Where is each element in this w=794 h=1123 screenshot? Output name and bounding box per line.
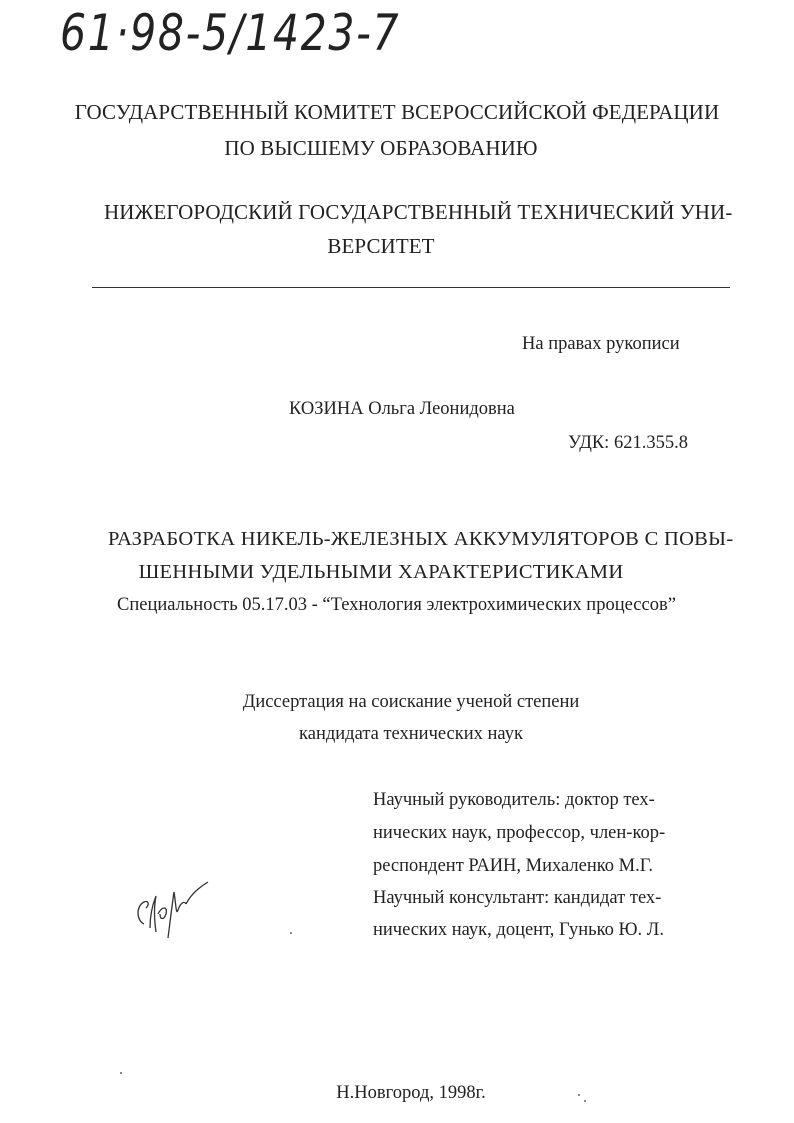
place-year: Н.Новгород, 1998г.: [336, 1083, 486, 1103]
author-signature: [130, 862, 216, 948]
author-name: КОЗИНА Ольга Леонидовна: [289, 399, 515, 419]
manuscript-rights: На правах рукописи: [522, 334, 680, 354]
advisor-line-3: респондент РАИН, Михаленко М.Г.: [373, 856, 653, 876]
dissertation-line-2: кандидата технических наук: [299, 724, 523, 744]
advisor-line-5: нических наук, доцент, Гунько Ю. Л.: [373, 920, 664, 940]
title-line-1: РАЗРАБОТКА НИКЕЛЬ-ЖЕЛЕЗНЫХ АККУМУЛЯТОРОВ С ПОВЫ-: [108, 528, 734, 550]
udc-code: УДК: 621.355.8: [568, 433, 688, 453]
archive-number: 61·98-5/1423-7: [60, 4, 401, 62]
scan-speck: [120, 1072, 122, 1074]
title-line-2: ШЕННЫМИ УДЕЛЬНЫМИ ХАРАКТЕРИСТИКАМИ: [138, 561, 624, 583]
advisor-line-2: нических наук, профессор, член-кор-: [373, 823, 666, 843]
university-line-1: НИЖЕГОРОДСКИЙ ГОСУДАРСТВЕННЫЙ ТЕХНИЧЕСКИЙ УНИ-: [104, 200, 733, 224]
scan-speck: [584, 1100, 586, 1102]
advisor-line-4: Научный консультант: кандидат тех-: [373, 888, 662, 908]
header-divider: [92, 287, 730, 288]
advisor-line-1: Научный руководитель: доктор тех-: [373, 790, 655, 810]
scan-speck: [578, 1094, 580, 1096]
university-line-2: ВЕРСИТЕТ: [327, 234, 435, 258]
dissertation-line-1: Диссертация на соискание ученой степени: [242, 692, 580, 712]
scan-speck: [290, 932, 292, 934]
committee-line-2: ПО ВЫСШЕМУ ОБРАЗОВАНИЮ: [224, 136, 538, 160]
specialty: Специальность 05.17.03 - “Технология электрохимических процессов”: [117, 595, 676, 615]
committee-line-1: ГОСУДАРСТВЕННЫЙ КОМИТЕТ ВСЕРОССИЙСКОЙ ФЕДЕРАЦИИ: [74, 100, 720, 124]
